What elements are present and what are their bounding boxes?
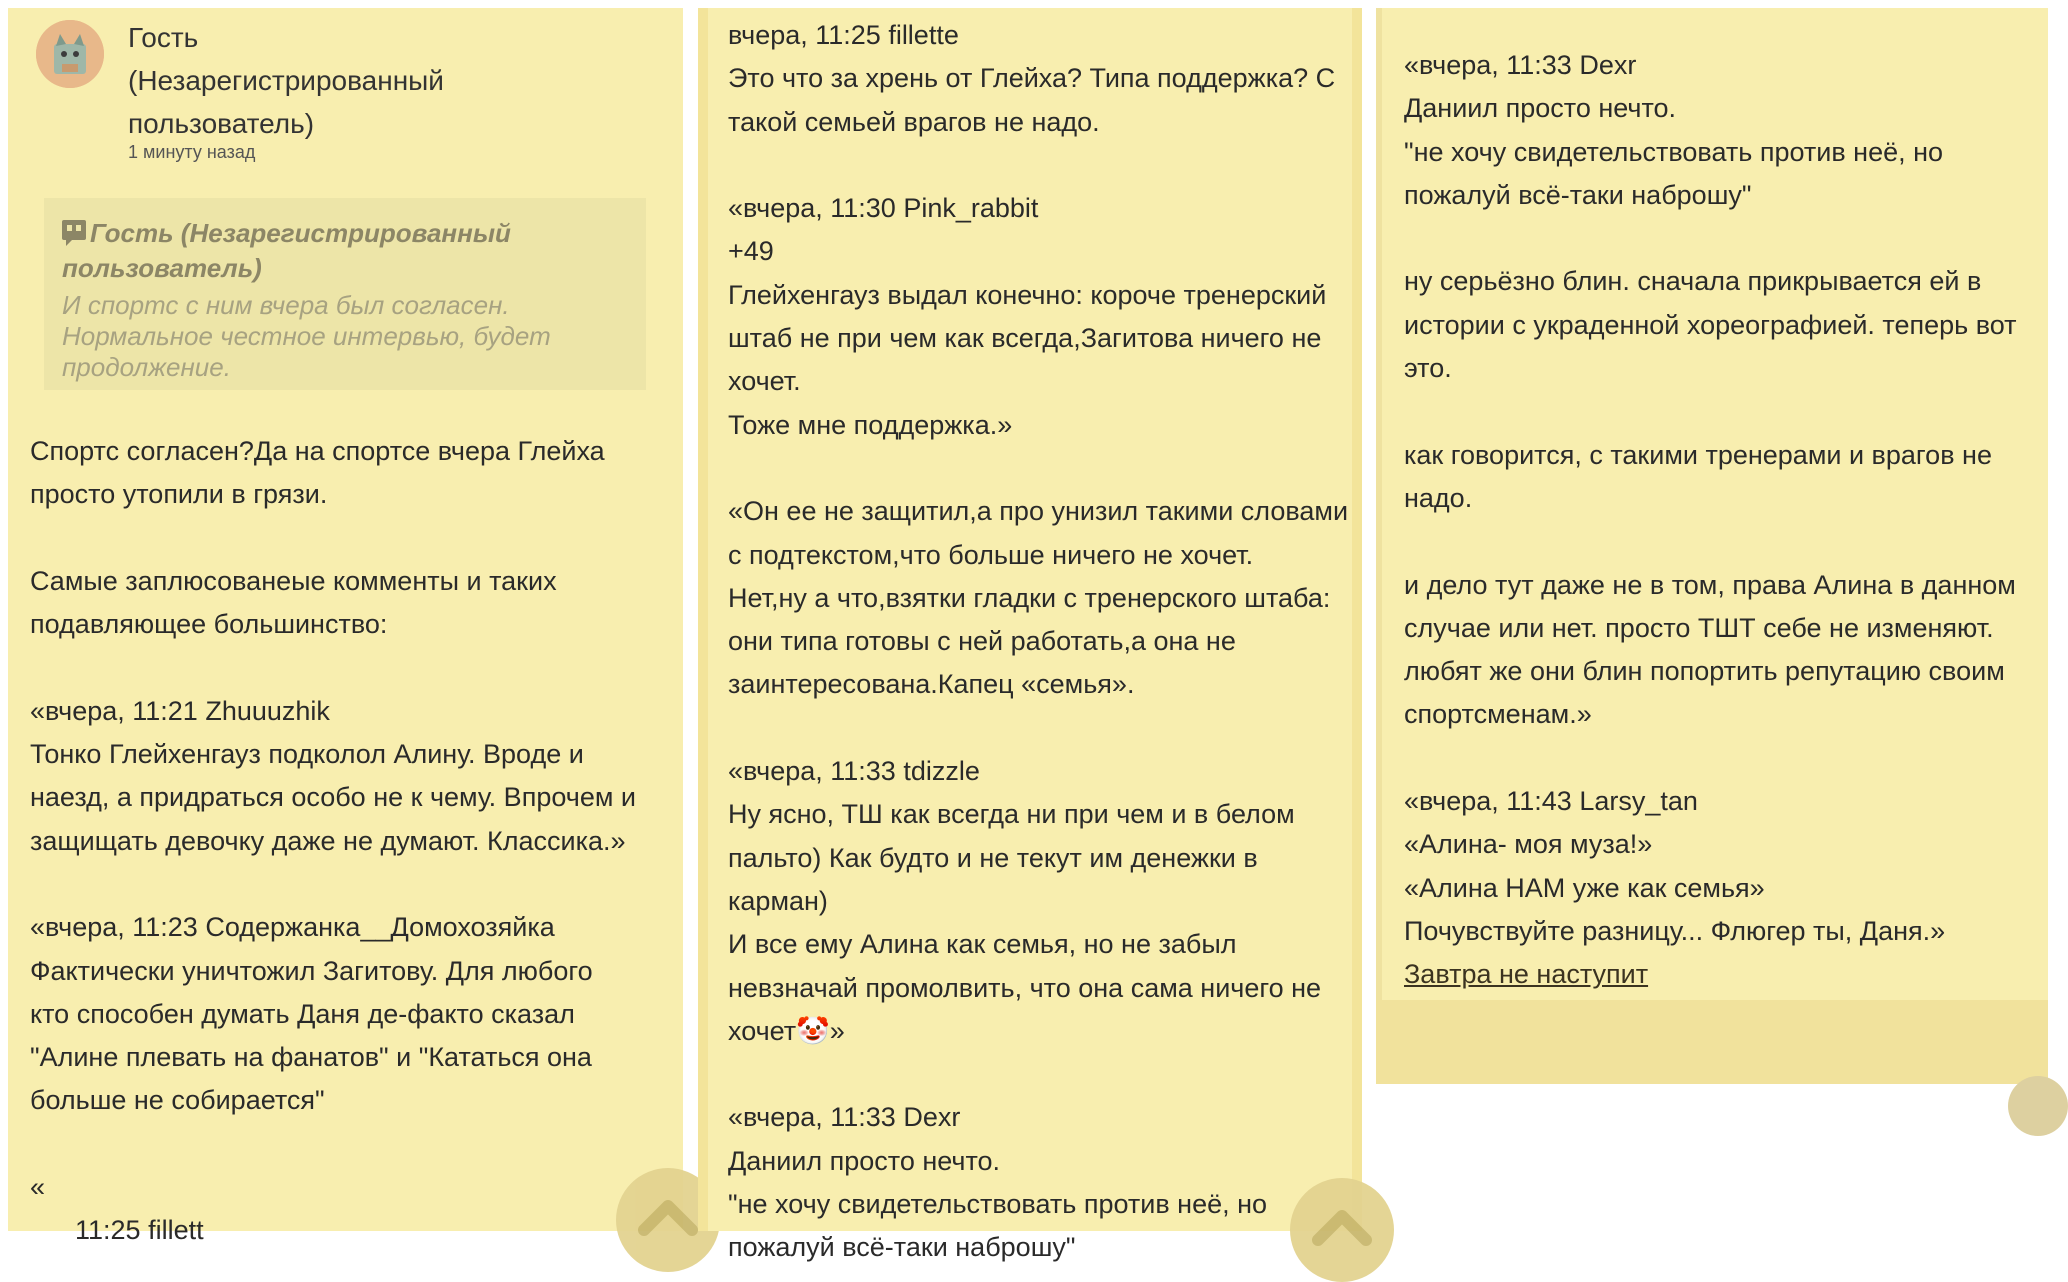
scroll-to-top-button[interactable] bbox=[2008, 1076, 2068, 1136]
chevron-up-icon bbox=[1290, 1178, 1394, 1282]
post-author-line2: (Незарегистрированный bbox=[128, 65, 444, 96]
quote-author: Гость (Незарегистрированный пользователь) bbox=[62, 218, 511, 283]
comment-panel-left bbox=[8, 8, 683, 1246]
post-author-line3: пользователь) bbox=[128, 108, 315, 139]
quote-icon bbox=[62, 220, 86, 253]
comment-text-col3: «вчера, 11:33 Dexr Даниил просто нечто. "не хочу свидетельствовать против неё, но пожалуй всё-таки наброшу" ну серьёзно блин. сначала прикрывается ей в истории с украденной хореографией. теперь вот это. как говорится, с такими тренерами и врагов не надо. и дело тут даже не в том, права Алина в данном случае или нет. просто ТШТ себе не изменяют. любят же они блин попортить репутацию своим спортсменам.» «вчера, 11:43 Larsy_tan «Алина- моя муза!» «Алина НАМ уже как семья» Почувствуйте разницу... Флюгер ты, Даня.» bbox=[1404, 50, 2017, 946]
comment-text-col1: Спортс согласен?Да на спортсе вчера Глейха просто утопили в грязи. Самые заплюсованеые комменты и таких подавляющее большинство: «вчера, 11:21 Zhuuuzhik Тонко Глейхенгауз подколол Алину. Вроде и наезд, а придраться особо не к чему. Впрочем и защищать девочку даже не думают. Классика.» «вчера, 11:23 Содержанка__Домохозяйка Фактически уничтожил Загитову. Для любого кто способен думать Даня де-факто сказал "Алине плевать на фанатов" и "Кататься она больше не собирается" « 11:25 fillett bbox=[30, 436, 636, 1246]
panel-border bbox=[1376, 8, 1382, 1084]
post-author-line1: Гость bbox=[128, 22, 199, 53]
comment-panel-middle bbox=[698, 8, 1362, 1263]
post-timestamp: 1 минуту назад bbox=[128, 142, 256, 162]
panel-border bbox=[698, 8, 708, 1231]
quote-text: И спортс с ним вчера был согласен. Нормальное честное интервью, будет продолжение. bbox=[62, 290, 558, 382]
quote-block bbox=[44, 198, 646, 390]
scroll-to-top-button[interactable] bbox=[1290, 1178, 1394, 1282]
quote-header bbox=[62, 218, 626, 284]
cat-avatar-icon[interactable] bbox=[36, 20, 104, 88]
post-author[interactable] bbox=[128, 16, 444, 145]
post-footer bbox=[1376, 1000, 2048, 1084]
comment-panel-right bbox=[1376, 8, 2048, 1084]
comment-text-col2: вчера, 11:25 fillette Это что за хрень от Глейха? Типа поддержка? С такой семьей врагов не надо. «вчера, 11:30 Pink_rabbit +49 Глейхенгауз выдал конечно: короче тренерский штаб не при чем как всегда,Загитова ничего не хочет. Тоже мне поддержка.» «Он ее не защитил,а про унизил такими словами с подтекстом,что больше ничего не хочет. Нет,ну а что,взятки гладки с тренерского штаба: они типа готовы с ней работать,а она не заинтересована.Капец «семья». «вчера, 11:33 tdizzle Ну ясно, ТШ как всегда ни при чем и в белом пальто) Как будто и не текут им денежки в карман) И все ему Алина как семья, но не забыл невзначай промолвить, что она сама ничего не хочет🤡» «вчера, 11:33 Dexr Даниил просто нечто. "не хочу свидетельствовать против неё, но пожалуй всё-таки наброшу" bbox=[728, 20, 1349, 1263]
comment-body-col3 bbox=[1404, 44, 2044, 997]
signature-link[interactable]: Завтра не наступит bbox=[1404, 959, 1649, 990]
